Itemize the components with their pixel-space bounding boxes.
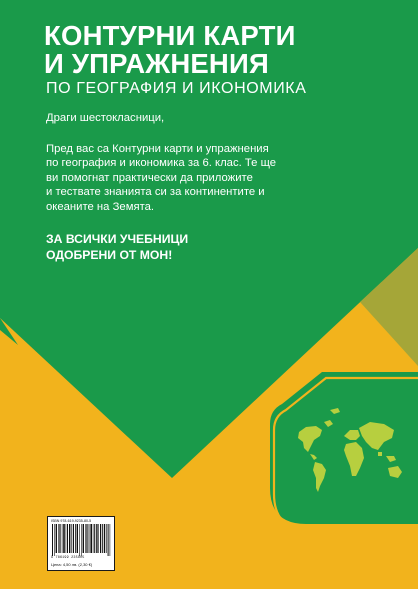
approval-note [46, 232, 188, 263]
description-line: ви помогнат практически да приложите [46, 171, 253, 184]
barcode-digits: 9 786199 235805 [51, 556, 85, 560]
approval-line-2: ОДОБРЕНИ ОТ МОН! [46, 247, 173, 262]
price-text: Цена: 4,50 лв. (2,30 €) [51, 562, 93, 567]
approval-line-1: ЗА ВСИЧКИ УЧЕБНИЦИ [46, 232, 189, 246]
description [46, 142, 346, 214]
subtitle: ПО ГЕОГРАФИЯ И ИКОНОМИКА [46, 80, 307, 97]
description-line: Пред вас са Контурни карти и упражнения [46, 143, 269, 155]
title-line-2: И УПРАЖНЕНИЯ [44, 48, 269, 79]
isbn-text: ISBN 978-619-9235-80-5 [51, 519, 92, 523]
title-line-1: КОНТУРНИ КАРТИ [44, 20, 296, 51]
page-title [44, 22, 296, 78]
greeting: Драги шестокласници, [46, 112, 165, 124]
description-line: и тествате знанията си за континентите и [46, 186, 265, 199]
description-line: по география и икономика за 6. клас. Те ще [46, 157, 277, 170]
barcode-label [47, 516, 115, 571]
barcode-icon [52, 524, 112, 556]
description-line: океаните на Земята. [46, 200, 155, 213]
world-map-icon [270, 372, 418, 524]
